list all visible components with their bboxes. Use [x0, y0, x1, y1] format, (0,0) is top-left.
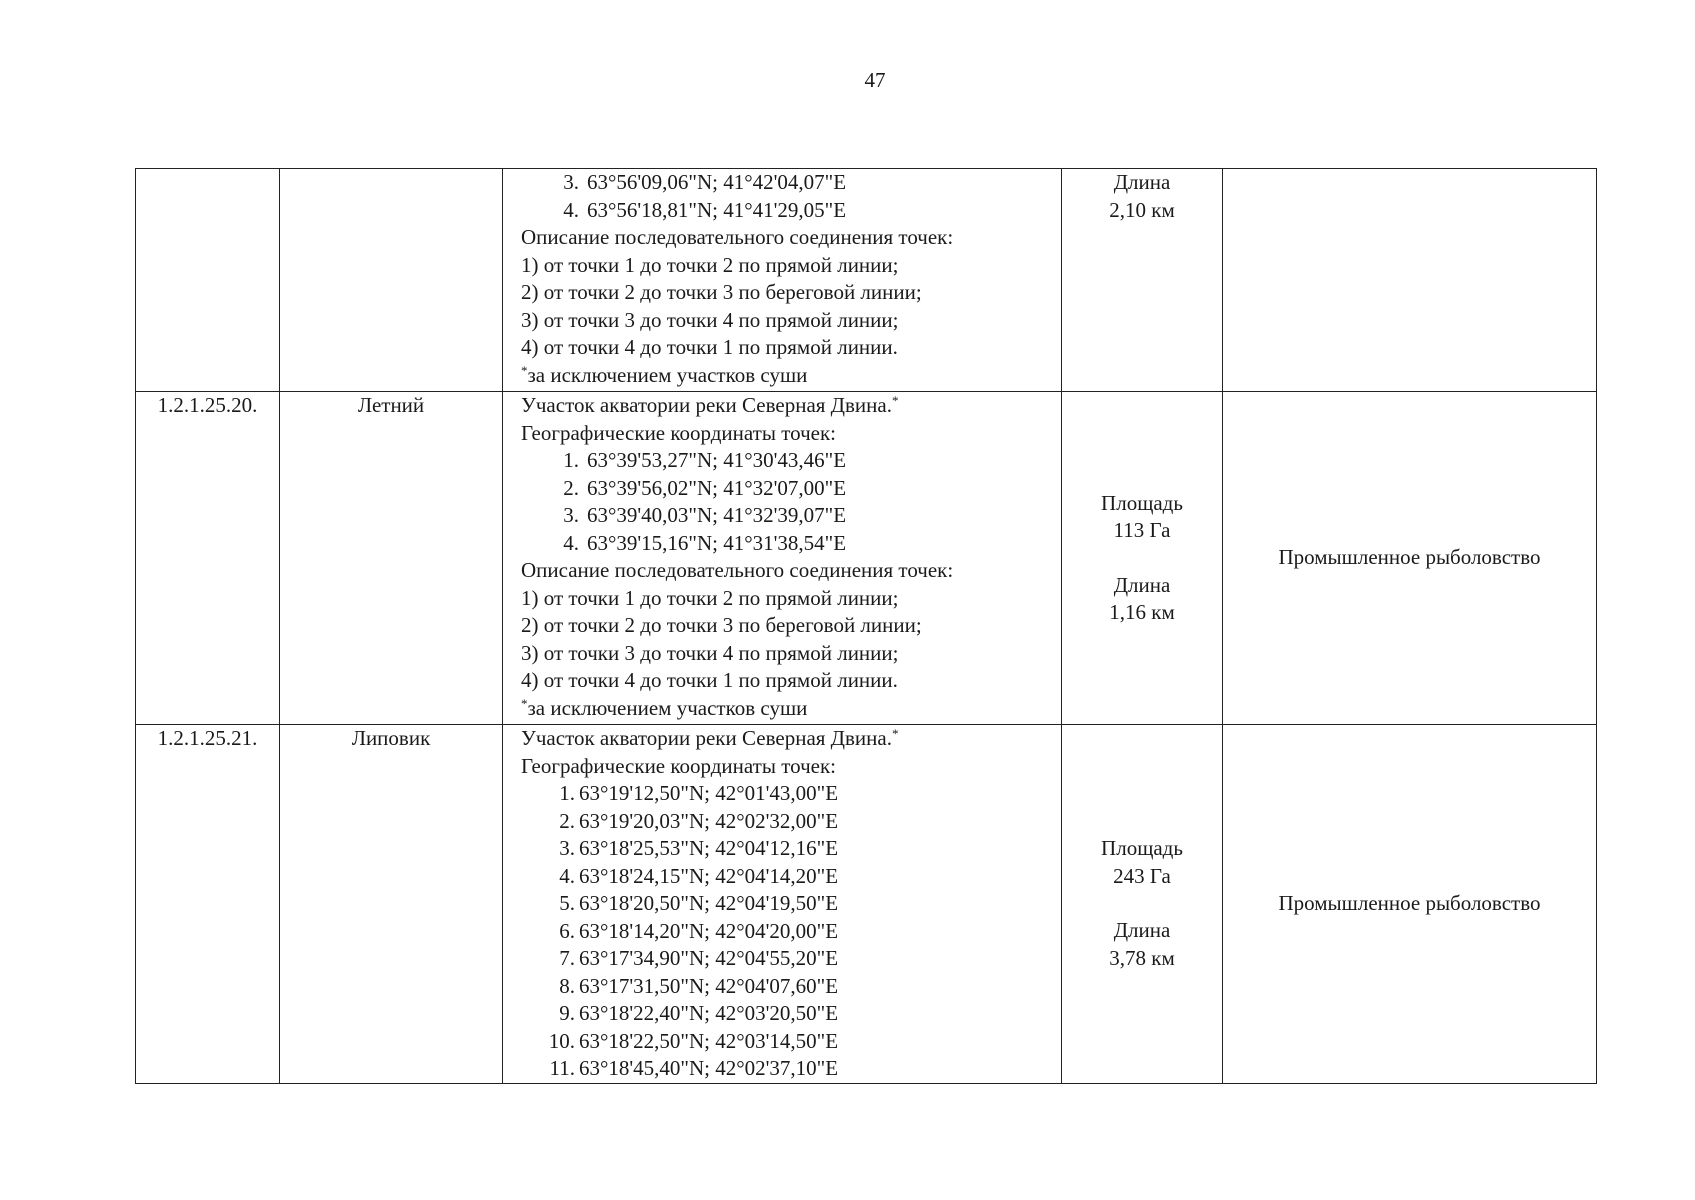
- connection-title: Описание последовательного соединения точек:: [521, 558, 954, 582]
- area-description: [503, 392, 1062, 725]
- length-label: Длина: [1113, 572, 1171, 597]
- coordinate-point: 7. 63°17'34,90"N; 42°04'55,20"E: [559, 946, 839, 970]
- connection-line: 2) от точки 2 до точки 3 по береговой линии;: [521, 613, 922, 637]
- fishing-areas-table: [135, 168, 1597, 1084]
- coords-title: Географические координаты точек:: [521, 753, 836, 778]
- area-value: 113 Га: [1113, 518, 1171, 542]
- coordinate-point: 11. 63°18'45,40"N; 42°02'37,10"E: [549, 1056, 839, 1080]
- area-size: [1062, 392, 1223, 725]
- area-usage: [1223, 169, 1597, 392]
- length-label: Длина: [1113, 918, 1171, 943]
- coordinate-point: 4. 63°18'24,15"N; 42°04'14,20"E: [559, 863, 839, 888]
- table-row: [136, 392, 1597, 725]
- table-row: [136, 169, 1597, 392]
- area-code: 1.2.1.25.21.: [136, 725, 280, 1084]
- area-name: [280, 169, 503, 392]
- table-row: [136, 725, 1597, 1084]
- area-code: [136, 169, 280, 392]
- page-number: 47: [864, 68, 886, 92]
- footnote: *за исключением участков суши: [521, 362, 808, 387]
- coordinate-point: 10. 63°18'22,50"N; 42°03'14,50"E: [548, 1028, 839, 1053]
- area-size: [1062, 725, 1223, 1084]
- area-code: 1.2.1.25.20.: [136, 392, 280, 725]
- area-value: 243 Га: [1113, 863, 1171, 888]
- length-value: 3,78 км: [1109, 945, 1175, 970]
- area-description: [503, 169, 1062, 392]
- coordinate-point: 9. 63°18'22,40"N; 42°03'20,50"E: [559, 1001, 839, 1025]
- footnote: *за исключением участков суши: [521, 695, 808, 720]
- area-usage: Промышленное рыболовство: [1223, 392, 1597, 725]
- area-label: Площадь: [1101, 490, 1183, 515]
- connection-line: 1) от точки 1 до точки 2 по прямой линии;: [521, 252, 899, 277]
- connection-line: 3) от точки 3 до точки 4 по прямой линии;: [521, 307, 899, 332]
- coordinate-point: 3. 63°56'09,06"N; 41°42'04,07"E: [563, 170, 847, 194]
- area-name: Летний: [280, 392, 503, 725]
- coordinate-point: 2. 63°19'20,03"N; 42°02'32,00"E: [559, 808, 839, 833]
- area-title: Участок акватории реки Северная Двина.*: [521, 726, 899, 750]
- length-value: 1,16 км: [1109, 600, 1175, 624]
- area-title: Участок акватории реки Северная Двина.*: [521, 393, 899, 417]
- connection-line: 1) от точки 1 до точки 2 по прямой линии;: [521, 585, 899, 610]
- connection-line: 4) от точки 4 до точки 1 по прямой линии.: [521, 335, 898, 359]
- area-label: Площадь: [1101, 836, 1183, 861]
- coordinate-point: 4. 63°56'18,81"N; 41°41'29,05"E: [563, 197, 847, 222]
- area-usage: Промышленное рыболовство: [1223, 725, 1597, 1084]
- length-label: Длина: [1113, 170, 1171, 194]
- connection-line: 2) от точки 2 до точки 3 по береговой линии;: [521, 280, 922, 304]
- connection-line: 3) от точки 3 до точки 4 по прямой линии;: [521, 640, 899, 665]
- area-size: [1062, 169, 1223, 392]
- connection-line: 4) от точки 4 до точки 1 по прямой линии.: [521, 668, 898, 692]
- area-description: [503, 725, 1062, 1084]
- length-value: 2,10 км: [1109, 197, 1175, 222]
- coordinate-point: 1. 63°19'12,50"N; 42°01'43,00"E: [559, 781, 839, 805]
- connection-title: Описание последовательного соединения точек:: [521, 225, 954, 249]
- area-name: Липовик: [280, 725, 503, 1084]
- coordinate-point: 6. 63°18'14,20"N; 42°04'20,00"E: [559, 918, 839, 943]
- coordinate-point: 3. 63°18'25,53"N; 42°04'12,16"E: [559, 836, 839, 860]
- coordinate-point: 3. 63°39'40,03"N; 41°32'39,07"E: [563, 503, 847, 527]
- coordinate-point: 4. 63°39'15,16"N; 41°31'38,54"E: [563, 530, 847, 555]
- coordinate-point: 5. 63°18'20,50"N; 42°04'19,50"E: [559, 891, 839, 915]
- coordinate-point: 1. 63°39'53,27"N; 41°30'43,46"E: [563, 448, 847, 472]
- coords-title: Географические координаты точек:: [521, 420, 836, 445]
- coordinate-point: 8. 63°17'31,50"N; 42°04'07,60"E: [559, 973, 839, 998]
- coordinate-point: 2. 63°39'56,02"N; 41°32'07,00"E: [563, 475, 847, 500]
